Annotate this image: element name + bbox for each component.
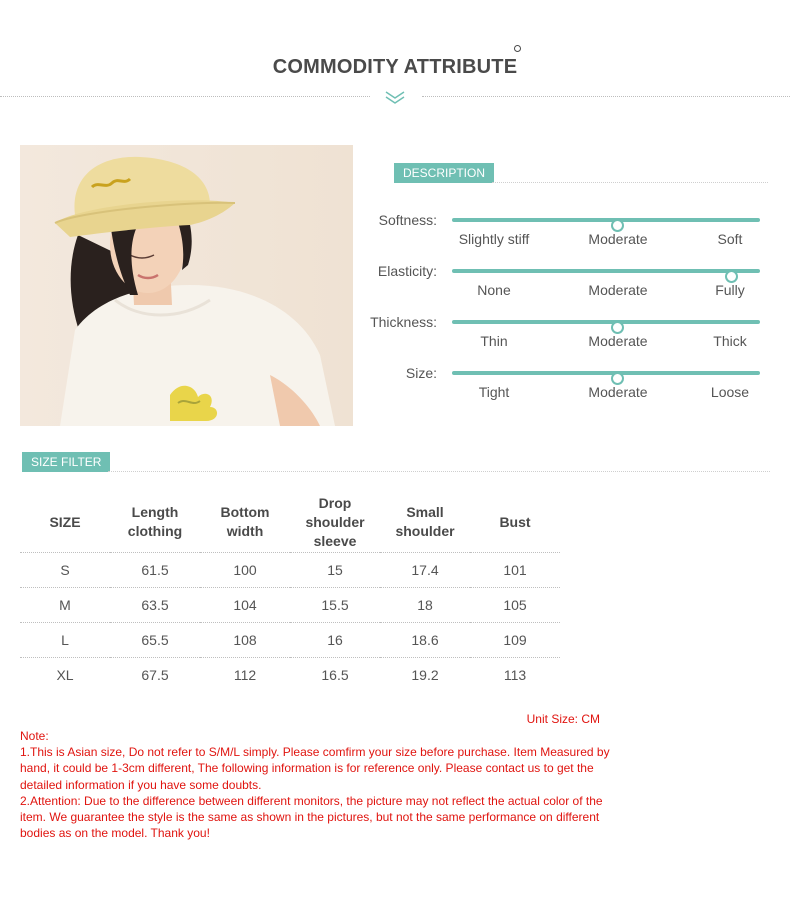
table-cell: 101 [470, 553, 560, 588]
header-line: Bust [499, 513, 531, 530]
attribute-label: Softness: [378, 212, 437, 228]
table-cell: 105 [470, 588, 560, 623]
size-table-body [20, 553, 560, 693]
table-cell: 112 [233, 667, 257, 683]
attribute-option: None [477, 282, 511, 298]
header-line: Small [406, 504, 444, 520]
slider-track [452, 269, 760, 273]
table-cell: XL [56, 667, 74, 683]
size-table-header [20, 492, 560, 553]
table-cell: 61.5 [110, 553, 200, 588]
description-tag: DESCRIPTION [394, 163, 494, 183]
table-row [20, 553, 560, 588]
header-line: shoulder [395, 523, 455, 539]
attribute-label: Elasticity: [377, 263, 437, 279]
notes [20, 728, 610, 841]
attribute-option: Moderate [588, 384, 648, 400]
table-cell: 15.5 [290, 588, 380, 623]
size-filter-tag: SIZE FILTER [22, 452, 110, 472]
size-table-column-header [290, 492, 380, 553]
header-line: width [226, 523, 264, 539]
attribute-option: Moderate [588, 231, 648, 247]
size-table-column-header [110, 492, 200, 553]
attribute-option: Slightly stiff [458, 231, 530, 247]
note-title: Note: [20, 729, 49, 743]
attribute-row [340, 365, 770, 405]
attribute-option: Thick [713, 333, 747, 349]
degree-ring-icon [514, 45, 521, 52]
table-row [20, 588, 560, 623]
slider-track [452, 320, 760, 324]
table-cell: 16.5 [321, 667, 349, 683]
attribute-row [340, 263, 770, 303]
table-cell: 17.4 [380, 553, 470, 588]
table-cell: M [20, 588, 110, 623]
attribute-option: Soft [717, 231, 743, 247]
table-cell: L [20, 623, 110, 658]
table-cell: 15 [290, 553, 380, 588]
slider-track [452, 218, 760, 222]
product-photo [20, 145, 353, 426]
table-row [20, 623, 560, 658]
attribute-row [340, 314, 770, 354]
header-line: shoulder [305, 513, 365, 530]
header-line: Drop [318, 494, 352, 511]
header-line: sleeve [313, 532, 357, 549]
header-line: SIZE [49, 513, 81, 530]
table-cell: 16 [290, 623, 380, 658]
page-title: COMMODITY ATTRIBUTE [272, 56, 518, 78]
size-table-column-header [470, 492, 560, 553]
attribute-label: Thickness: [370, 314, 437, 330]
header-divider-left [0, 96, 370, 97]
double-chevron-down-icon [384, 89, 406, 105]
table-cell: 113 [503, 667, 527, 683]
table-row [20, 658, 560, 693]
unit-size-label: Unit Size: CM [526, 712, 600, 726]
attribute-option: Moderate [588, 282, 648, 298]
size-table-column-header [200, 492, 290, 553]
attribute-option: Tight [478, 384, 510, 400]
size-table-column-header [20, 492, 110, 553]
attribute-row [340, 212, 770, 252]
table-cell: 100 [200, 553, 290, 588]
table-cell: 104 [200, 588, 290, 623]
note-item-1: 1.This is Asian size, Do not refer to S/M/L simply. Please comfirm your size before purchase. Item Measured by hand, it could be 1-3cm different, The following information is for reference only. Please contact us to get the detailed information if you have some doubts. [20, 745, 610, 792]
slider-track [452, 371, 760, 375]
description-tag-divider [492, 182, 768, 183]
header-line: Bottom [220, 504, 270, 520]
table-cell: 18 [380, 588, 470, 623]
table-cell: 108 [200, 623, 290, 658]
table-cell: 18.6 [380, 623, 470, 658]
header-line: Length [131, 504, 179, 520]
note-item-2: 2.Attention: Due to the difference between different monitors, the picture may not reflect the actual color of the item. We guarantee the style is the same as shown in the pictures, but not the same performance on different bodies as on the model. Thank you! [20, 793, 603, 841]
size-table-column-header [380, 492, 470, 553]
attribute-option: Loose [710, 384, 750, 400]
table-cell: 19.2 [411, 667, 439, 683]
header-divider-right [422, 96, 790, 97]
size-table [20, 492, 560, 692]
table-cell: 63.5 [110, 588, 200, 623]
table-cell: 109 [470, 623, 560, 658]
attribute-option: Thin [480, 333, 508, 349]
table-cell: 65.5 [110, 623, 200, 658]
attribute-option: Moderate [588, 333, 648, 349]
header-line: clothing [127, 523, 183, 539]
size-filter-tag-divider [108, 471, 770, 472]
attribute-option: Fully [715, 282, 745, 298]
attribute-label: Size: [405, 365, 437, 381]
table-cell: S [20, 553, 110, 588]
table-cell: 67.5 [141, 667, 169, 683]
